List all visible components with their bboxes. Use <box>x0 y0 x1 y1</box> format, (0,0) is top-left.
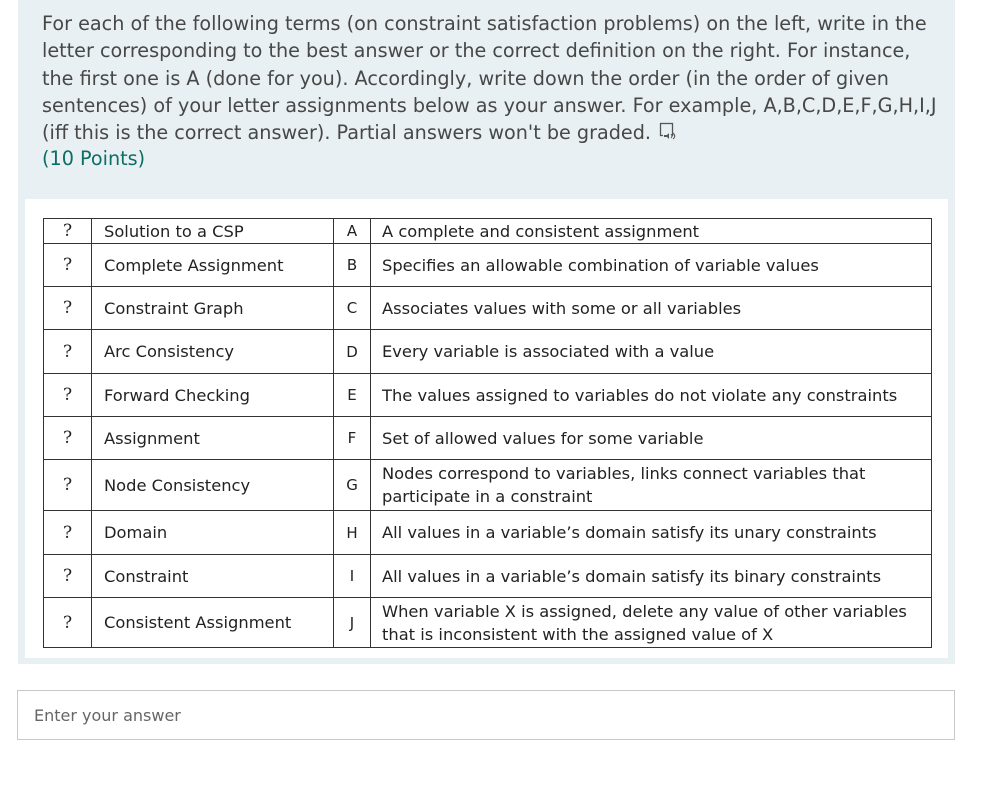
row-letter: B <box>334 244 371 287</box>
row-term: Forward Checking <box>92 374 334 417</box>
row-definition: All values in a variable’s domain satisfy its unary constraints <box>371 511 932 555</box>
row-definition: The values assigned to variables do not violate any constraints <box>371 374 932 417</box>
row-term: Complete Assignment <box>92 244 334 287</box>
answer-input[interactable] <box>18 691 954 739</box>
row-mark: ? <box>44 555 92 598</box>
table-row <box>44 244 932 287</box>
table-container <box>25 199 948 658</box>
row-definition: All values in a variable’s domain satisfy its binary constraints <box>371 555 932 598</box>
matching-table <box>43 218 932 648</box>
question-prompt <box>42 10 937 146</box>
question-points: (10 Points) <box>42 147 146 170</box>
row-term: Solution to a CSP <box>92 219 334 244</box>
row-mark: ? <box>44 511 92 555</box>
row-letter: G <box>334 460 371 511</box>
row-letter: E <box>334 374 371 417</box>
row-mark: ? <box>44 460 92 511</box>
question-card <box>18 0 955 664</box>
immersive-reader-icon[interactable] <box>659 122 679 142</box>
row-mark: ? <box>44 330 92 374</box>
row-term: Consistent Assignment <box>92 598 334 648</box>
row-term: Constraint Graph <box>92 287 334 330</box>
row-letter: F <box>334 417 371 460</box>
table-row <box>44 219 932 244</box>
row-definition: A complete and consistent assignment <box>371 219 932 244</box>
row-letter: D <box>334 330 371 374</box>
table-row <box>44 511 932 555</box>
table-row <box>44 330 932 374</box>
row-definition: Every variable is associated with a value <box>371 330 932 374</box>
row-mark: ? <box>44 244 92 287</box>
table-row <box>44 287 932 330</box>
row-term: Node Consistency <box>92 460 334 511</box>
row-definition: Nodes correspond to variables, links connect variables that participate in a constraint <box>371 460 932 511</box>
row-term: Domain <box>92 511 334 555</box>
row-term: Arc Consistency <box>92 330 334 374</box>
row-mark: ? <box>44 287 92 330</box>
row-mark: ? <box>44 417 92 460</box>
row-definition: When variable X is assigned, delete any value of other variables that is inconsistent with the assigned value of X <box>371 598 932 648</box>
row-term: Assignment <box>92 417 334 460</box>
table-row <box>44 374 932 417</box>
row-letter: C <box>334 287 371 330</box>
table-row <box>44 460 932 511</box>
row-letter: H <box>334 511 371 555</box>
table-row <box>44 598 932 648</box>
row-term: Constraint <box>92 555 334 598</box>
row-definition: Associates values with some or all variables <box>371 287 932 330</box>
row-letter: A <box>334 219 371 244</box>
table-row <box>44 417 932 460</box>
row-mark: ? <box>44 374 92 417</box>
row-mark: ? <box>44 598 92 648</box>
row-definition: Set of allowed values for some variable <box>371 417 932 460</box>
row-mark: ? <box>44 219 92 244</box>
answer-box <box>17 690 955 740</box>
row-definition: Specifies an allowable combination of variable values <box>371 244 932 287</box>
table-row <box>44 555 932 598</box>
row-letter: I <box>334 555 371 598</box>
row-letter: J <box>334 598 371 648</box>
question-text: For each of the following terms (on constraint satisfaction problems) on the left, write in the letter corresponding to the best answer or the correct definition on the right. For instance, the first one is A (done for you). Accordingly, write down the order (in the order of given sentences) of your letter assignments below as your answer. For example, A,B,C,D,E,F,G,H,I,J (iff this is the correct answer). Partial answers won't be graded. <box>42 12 937 145</box>
